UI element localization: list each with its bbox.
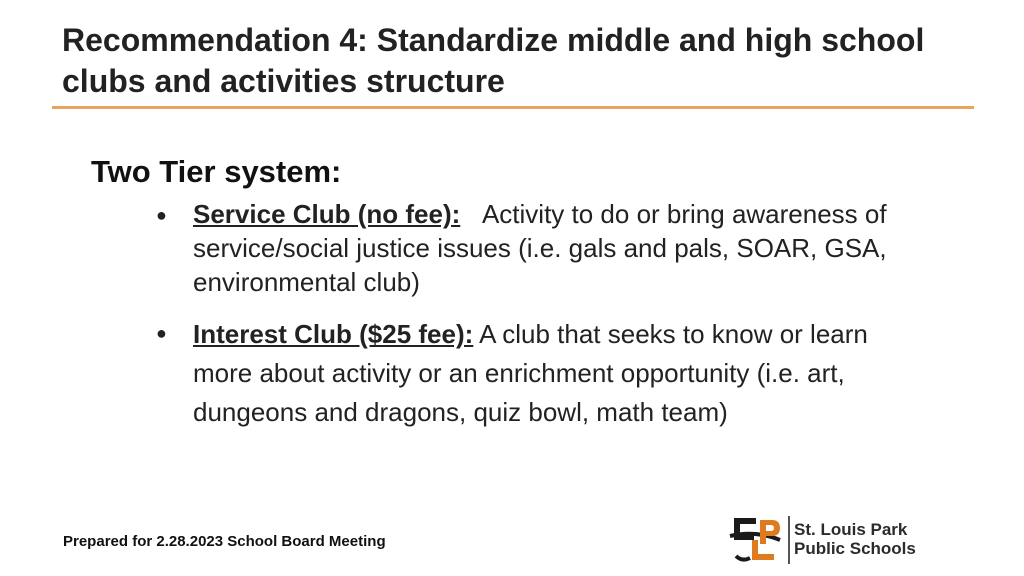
list-item-interest-club bbox=[193, 315, 913, 432]
interest-club-label: Interest Club ($25 fee): bbox=[193, 319, 474, 349]
slp-monogram-icon bbox=[726, 510, 784, 568]
title-divider bbox=[52, 106, 974, 109]
bullet-icon: ● bbox=[156, 205, 167, 225]
logo-line-2: Public Schools bbox=[794, 539, 916, 558]
interest-club-description: A club that seeks to know or learn more about activity or an enrichment opportunity (i.e. art, dungeons and dragons, quiz bowl, math team) bbox=[193, 319, 868, 427]
slide-title: Recommendation 4: Standardize middle and high school clubs and activities structure bbox=[62, 22, 925, 99]
logo-divider bbox=[788, 516, 790, 564]
service-club-label: Service Club (no fee): bbox=[193, 199, 461, 229]
logo-line-1: St. Louis Park bbox=[794, 520, 908, 539]
logo-wordmark bbox=[794, 520, 916, 558]
list-item-service-club bbox=[193, 197, 913, 299]
service-club-description: Activity to do or bring awareness of service/social justice issues (i.e. gals and pals, SOAR, GSA, environmental club) bbox=[193, 199, 887, 297]
footer-note: Prepared for 2.28.2023 School Board Meeting bbox=[63, 533, 386, 550]
section-heading: Two Tier system: bbox=[91, 154, 342, 189]
bullet-icon: ● bbox=[156, 323, 167, 343]
district-logo bbox=[726, 510, 916, 568]
